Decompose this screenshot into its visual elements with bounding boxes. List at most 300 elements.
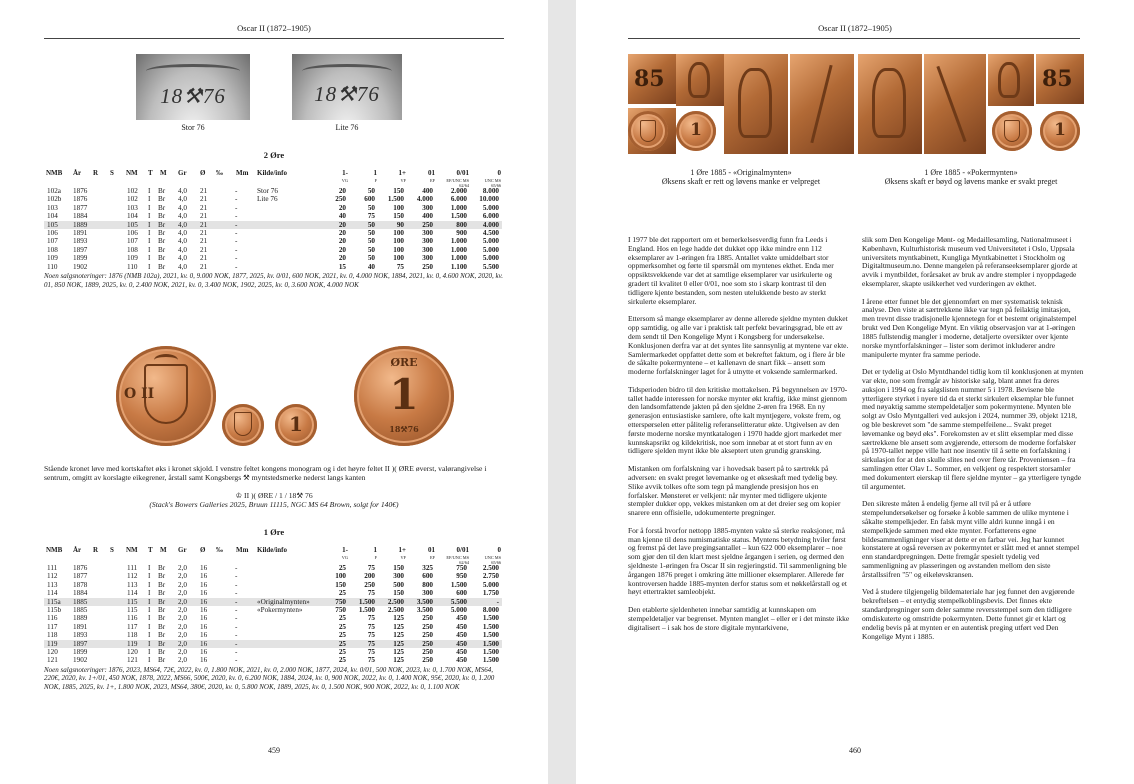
cell-value: 75 [367, 631, 375, 640]
cell-gr: 2,0 [178, 631, 187, 640]
cell-value: 1.000 [450, 237, 467, 246]
cell-mm: - [235, 589, 238, 598]
sales-notes: Noen salgsnoteringer: 1876, 2023, MS64, 72€, 2022, kv. 0, 1.800 NOK, 2021, kv. 0, 2.000 NOK, 1877, 2024, kv. 0/01, 500 NOK, 2023, kv. 0, 1.700 NOK, MS64, 220€, 2020, kv. 1+/01, 450 NOK, 1878, 2022, MS66, 500€, 2020, kv. 0, 6.200 NOK, 1884, 2024, kv. 0, 900 NOK, 2022, kv. 0, 1.400 NOK, 95€, 2020, kv. 0, 1.200 NOK, 1885, 2025, kv. 1+, 1.800 NOK, 2023, MS64, 380€, 2020, kv. 0, 5.800 NOK, 1889, 2025, kv. 0, 1.500 NOK, 900 NOK, 2022, kv. 0, 1.100 NOK [44, 665, 495, 691]
cell-gr: 2,0 [178, 572, 187, 581]
cell-gr: 4,0 [178, 220, 187, 229]
cell-value: 125 [393, 639, 404, 648]
cell-value: 75 [367, 656, 375, 665]
table-row [44, 212, 502, 220]
cell-value: 75 [367, 648, 375, 656]
photo-caption: Stor 76 [181, 123, 205, 132]
table-row [44, 581, 502, 589]
cell-nm: 114 [127, 589, 138, 598]
detail-photo-axe [790, 54, 854, 154]
cell-value: 4.000 [416, 195, 433, 204]
cell-mm: - [235, 631, 238, 640]
cell-nm: 120 [127, 648, 138, 656]
cell-year: 1876 [73, 195, 88, 204]
cell-mm: - [235, 187, 238, 195]
cell-value: 75 [396, 262, 404, 271]
cell-t: I [148, 229, 151, 237]
paragraph: Den etablerte sjeldenheten innebar samtidig at kunnskapen om stempeldetaljer var begrenset. Mynten manglet – eller er i det minste ikke digitalisert – i sak hos de store digitale myntarkivene, [628, 605, 850, 632]
cell-value: 1.000 [450, 254, 467, 263]
cell-nmb: 105 [47, 220, 58, 229]
cell-value: 6.000 [482, 212, 499, 221]
cell-nm: 108 [127, 245, 138, 254]
cell-value: 100 [393, 229, 404, 237]
cell-value: 450 [456, 656, 467, 665]
caption-detail: Øksens skaft er rett og løvens manke er velpreget [661, 177, 821, 186]
column-header: S [110, 169, 114, 177]
column-header: T [148, 169, 153, 177]
cell-diameter: 21 [200, 254, 208, 263]
table-row [44, 606, 502, 614]
cell-mm: - [235, 639, 238, 648]
paragraph: Tidsperioden bidro til den kritiske mottakelsen. På begynnelsen av 1970-tallet hadde interessen for norske mynter økt kraftig, ikke minst gjennom den landsomfattende jakten på den sjeldne 2-øren fra 1968. En ny generasjon entusiastiske samlere, ofte kalt myntjegere, vokste frem, og etterspørselen etter pålitelig referanselitteratur økte. Utgivelsen av den første moderne norske myntkatalogen i 1970 hadde gjort markedet mer kunnskapsrikt og kildekritisk, noe som innebar at et stort funn av en tidligere sjelden mynt ikke ble akseptert uten grundig gransking. [628, 384, 848, 456]
cell-value: 200 [364, 572, 375, 581]
cell-mm: - [235, 254, 238, 263]
cell-mm: - [235, 229, 238, 237]
cell-gr: 4,0 [178, 187, 187, 195]
cell-value: 5.000 [482, 580, 499, 589]
cell-diameter: 21 [200, 203, 208, 212]
table-row [44, 237, 502, 245]
detail-photo-lion-poker [858, 54, 922, 154]
cell-diameter: 16 [200, 656, 208, 665]
grade-header: 1- [342, 546, 348, 554]
cell-kilde: Lite 76 [257, 195, 278, 204]
cell-value: 450 [456, 631, 467, 640]
cell-value: 25 [338, 639, 346, 648]
cell-gr: 4,0 [178, 203, 187, 212]
cell-value: 25 [338, 564, 346, 572]
cell-value: 325 [422, 564, 433, 572]
cell-value: 125 [393, 631, 404, 640]
table-row [44, 263, 502, 271]
detail-photo-axe-poker [924, 54, 986, 154]
cell-nm: 109 [127, 254, 138, 263]
cell-t: I [148, 572, 151, 581]
cell-m: Br [158, 572, 166, 581]
grade-subheader: EF/UNC MS 62/64 [446, 178, 469, 188]
cell-value: 600 [364, 195, 375, 204]
grade-subheader: VF [400, 178, 406, 183]
cell-value: 1.500 [482, 656, 499, 665]
cell-value: 150 [393, 589, 404, 598]
cell-value: 20 [338, 229, 346, 237]
cell-year: 1889 [73, 614, 88, 623]
cell-value: 450 [456, 639, 467, 648]
cell-nmb: 111 [47, 564, 58, 572]
table-row [44, 623, 502, 631]
column-header: R [93, 546, 99, 554]
cell-nm: 119 [127, 639, 138, 648]
cell-m: Br [158, 631, 166, 640]
cell-value: 75 [367, 212, 375, 221]
cell-nm: 106 [127, 229, 138, 237]
cell-gr: 2,0 [178, 614, 187, 623]
cell-t: I [148, 589, 151, 598]
cell-nm: 104 [127, 212, 138, 221]
cell-nm: 118 [127, 631, 138, 640]
cell-value: 250 [364, 580, 375, 589]
grade-header: 0/01 [456, 169, 469, 177]
cell-m: Br [158, 212, 166, 221]
coin-reverse-small [275, 404, 317, 446]
coin-obverse-thumb [992, 111, 1032, 151]
cell-value: 125 [393, 622, 404, 631]
cell-value: 600 [422, 572, 433, 581]
grade-subheader: F [374, 178, 377, 183]
cell-value: 450 [456, 614, 467, 623]
cell-value: 5.500 [450, 597, 467, 606]
cell-value: 25 [338, 648, 346, 656]
cell-nm: 112 [127, 572, 138, 581]
page-number: 460 [849, 746, 861, 755]
cell-value: 250 [422, 639, 433, 648]
cell-year: 1902 [73, 656, 88, 665]
cell-diameter: 21 [200, 187, 208, 195]
cell-gr: 4,0 [178, 195, 187, 204]
header-rule [44, 38, 504, 39]
cell-m: Br [158, 564, 166, 572]
strip-year-text: 85 [1042, 66, 1073, 92]
grade-header: 0 [497, 546, 501, 554]
column-header: Ø [200, 546, 206, 554]
cell-t: I [148, 631, 151, 640]
grade-subheader: VF [400, 555, 406, 560]
cell-value: 2.000 [450, 187, 467, 195]
cell-t: I [148, 614, 151, 623]
cell-value: 50 [367, 229, 375, 237]
cell-mm: - [235, 262, 238, 271]
cell-nmb: 113 [47, 580, 58, 589]
cell-value: 750 [335, 606, 346, 614]
cell-value: 5.500 [482, 262, 499, 271]
cell-value: 75 [367, 589, 375, 598]
cell-value: 450 [456, 622, 467, 631]
coin-reverse-thumb [1040, 111, 1080, 151]
coin-legend: ♔ II )( ØRE / 1 / 18⚒ 76 [235, 491, 313, 500]
cell-value: 1.500 [450, 580, 467, 589]
paragraph: For å forstå hvorfor nettopp 1885-mynten vakte så sterke reaksjoner, må man kjenne til dens numismatiske status. Myntens betydning hviler først og fremst på det lave pregingsantallet – kun 622 000 eksemplarer – noe som gjør den til den klart mest sjeldne årgangen i serien, og dermed den sjeldneste 1-øringen fra Oscar II sin regjeringstid. Til sammenligning ble årgangen 1876 preget i omkring ätte millioner eksemplarer. Allerede før kontroversen hadde 1885-mynten derfor status som et nøkkelårstall og et høyt ettertraktet samleobjekt. [628, 525, 847, 597]
cell-t: I [148, 639, 151, 648]
cell-value: 50 [367, 203, 375, 212]
cell-value: 250 [422, 614, 433, 623]
cell-diameter: 21 [200, 220, 208, 229]
paragraph: Ettersom så mange eksemplarer av denne allerede sjeldne mynten dukket opp samtidig, og alle var i praktisk talt perfekt bevaringsgrad, ble ett av dem sendt til Den Kongelige Mynt i Kongsberg for undersøkelse. Konklusjonen derfra var at det syntes lite sannsynlig at myntene var ekte. Samlermarkedet oppfattet dette som et bekreftet faktum, og i flere år ble de såkalte pokermyntene – et kallenavn de snart fikk – ansett som moderne forfalskninger laget for å utnytte et voksende samlermarked. [628, 314, 849, 377]
cell-value: 75 [367, 614, 375, 623]
cell-diameter: 16 [200, 606, 208, 614]
cell-nmb: 102a [47, 187, 61, 195]
cell-mm: - [235, 195, 238, 204]
cell-year: 1897 [73, 639, 88, 648]
cell-year: 1885 [73, 597, 88, 606]
column-header: M [160, 546, 167, 554]
cell-value: 40 [367, 262, 375, 271]
running-head: Oscar II (1872–1905) [237, 23, 311, 33]
cell-nmb: 117 [47, 622, 58, 631]
cell-nmb: 109 [47, 254, 58, 263]
cell-mm: - [235, 580, 238, 589]
grade-subheader: F [374, 555, 377, 560]
cell-mm: - [235, 564, 238, 572]
cell-t: I [148, 262, 151, 271]
column-header: T [148, 546, 153, 554]
cell-gr: 4,0 [178, 229, 187, 237]
cell-value: 25 [338, 614, 346, 623]
table-row [44, 254, 502, 262]
cell-diameter: 21 [200, 212, 208, 221]
cell-value: 15 [338, 262, 346, 271]
cell-value: 20 [338, 220, 346, 229]
cell-nmb: 102b [47, 195, 62, 204]
table-row [44, 598, 502, 606]
paragraph: Mistanken om forfalskning var i hovedsak basert på to særtrekk på adversen: en svakt preget løvemanke og et økseskaft med tydelig bøy. Slike avvik tolkes ofte som tegn på manglende presisjon hos en forfalsker. Mønsteret er velkjent: når mynter med tidligere ukjente stempler dukker opp, vekkes mistanken om at det dreier seg om kopier snarere enn offisielle, udokumenterte pregninger. [628, 464, 841, 518]
caption-detail: Øksens skaft er bøyd og løvens manke er svakt preget [884, 177, 1058, 186]
cell-value: 25 [338, 656, 346, 665]
cell-gr: 2,0 [178, 622, 187, 631]
photo-caption: Lite 76 [335, 123, 359, 132]
cell-gr: 2,0 [178, 639, 187, 648]
right-page [576, 0, 1134, 784]
cell-year: 1891 [73, 622, 88, 631]
cell-value: 8.000 [482, 606, 499, 614]
cell-nmb: 106 [47, 229, 58, 237]
cell-value: 1.000 [450, 245, 467, 254]
column-header: Mm [236, 546, 249, 554]
cell-m: Br [158, 229, 166, 237]
cell-value: 4.500 [482, 229, 499, 237]
cell-value: 8.000 [482, 187, 499, 195]
cell-mm: - [235, 220, 238, 229]
cell-value: 20 [338, 245, 346, 254]
grade-header: 1- [342, 169, 348, 177]
cell-t: I [148, 622, 151, 631]
cell-value: 1.000 [450, 203, 467, 212]
detail-photo-lion-mane [676, 54, 724, 106]
cell-t: I [148, 245, 151, 254]
cell-value: 800 [422, 580, 433, 589]
cell-value: - [496, 597, 499, 606]
cell-diameter: 21 [200, 262, 208, 271]
cell-value: 25 [338, 631, 346, 640]
cell-t: I [148, 195, 151, 204]
grade-header: 01 [428, 546, 435, 554]
caption-originalmynten [628, 168, 854, 186]
column-header: Kilde/info [257, 169, 287, 177]
paragraph: Den sikreste måten å endelig fjerne all tvil på er å utføre stempelundersøkelser og forsøke å koble sammen de ulike myntene i såkalte stempelkjeder. En falsk mynt ville aldri kunne inngå i en stempelkjede sammen med ekte mynter. Forfatterens egne bildesammenligninger viser at dette er en farbar vei. Jeg har kunnet konstatere at også reversen av pokermyntet er slått med et annet stempel enn standardpregningen. Dette fremgår spesielt tydelig ved sammenligning av plasseringen og avstanden mellom den siste årstallssifren "5" og eikeløvskransen. [862, 499, 1080, 579]
column-header: NMB [46, 546, 63, 554]
cell-year: 1884 [73, 589, 88, 598]
cell-value: 250 [422, 622, 433, 631]
cell-m: Br [158, 203, 166, 212]
cell-nmb: 116 [47, 614, 58, 623]
cell-mm: - [235, 237, 238, 246]
cell-value: 25 [338, 589, 346, 598]
cell-mm: - [235, 245, 238, 254]
cell-year: 1899 [73, 648, 88, 656]
cell-nmb: 115a [47, 597, 61, 606]
cell-nmb: 121 [47, 656, 58, 665]
cell-diameter: 16 [200, 572, 208, 581]
cell-value: 450 [456, 648, 467, 656]
table-row [44, 229, 502, 237]
cell-nm: 105 [127, 220, 138, 229]
detail-year-text: 18⚒76 [314, 82, 380, 106]
cell-m: Br [158, 254, 166, 263]
cell-value: 300 [393, 572, 404, 581]
cell-value: 250 [335, 195, 346, 204]
cell-value: 40 [338, 212, 346, 221]
text-column-left [628, 236, 850, 641]
paragraph: slik som Den Kongelige Mønt- og Medaillesamling, Nationalmuseet i København, Kulturhistorisk museum ved Universitetet i Oslo, Uppsala universitets myntkabinett, Kungliga Myntkabinettet i Stockholm og Digitaltmuseum.no. Denne mangelen på referanseeksemplarer gjorde at avvik i myntbildet, forårsaket av bruk av andre stempler i nyoppdagede eksemplarer, skapte usikkerhet ved vurderingen av ekthet. [862, 235, 1078, 289]
cell-value: 1.750 [482, 589, 499, 598]
cell-value: 2.500 [387, 606, 404, 614]
cell-value: 300 [422, 589, 433, 598]
paragraph: I årene etter funnet ble det gjennomført en mer systematisk teknisk analyse. Den viste at særtrekkene ikke var tegn på feilaktig imitasjon, men trevnt disse tradisjonelle kjennetegn for et bestemt originalstempel brukt ved Den Kongelige Mynt. En viktig observasjon var at 1-øringen 1885 fullstendig mangler i moderne, detaljerte oversikter over kjente norske myntforfalskninger – lister som derimot inkluderer andre manipulerte mynter fra samme periode. [862, 296, 1077, 359]
cell-m: Br [158, 606, 166, 614]
cell-value: 100 [393, 203, 404, 212]
cell-nm: 115 [127, 606, 138, 614]
cell-gr: 4,0 [178, 237, 187, 246]
cell-value: 2.500 [387, 597, 404, 606]
detail-photo-stor-76 [136, 54, 250, 120]
column-header: ‰ [216, 169, 223, 177]
cell-value: 75 [367, 622, 375, 631]
table-row [44, 246, 502, 254]
cell-value: 400 [422, 187, 433, 195]
cell-value: 300 [422, 229, 433, 237]
cell-m: Br [158, 195, 166, 204]
cell-value: 50 [367, 187, 375, 195]
cell-diameter: 16 [200, 597, 208, 606]
cell-value: 150 [335, 580, 346, 589]
cell-nm: 110 [127, 262, 138, 271]
cell-gr: 2,0 [178, 648, 187, 656]
cell-year: 1897 [73, 245, 88, 254]
table-row [44, 572, 502, 580]
cell-value: 250 [422, 648, 433, 656]
cell-value: 20 [338, 203, 346, 212]
cell-nm: 121 [127, 656, 138, 665]
table-row [44, 640, 502, 648]
column-header: NMB [46, 169, 63, 177]
cell-value: 250 [422, 656, 433, 665]
cell-nmb: 119 [47, 639, 58, 648]
cell-gr: 2,0 [178, 564, 187, 572]
cell-value: 50 [367, 245, 375, 254]
column-header: Ø [200, 169, 206, 177]
cell-value: 250 [422, 262, 433, 271]
coin-obverse-small [222, 404, 264, 446]
cell-value: 75 [367, 639, 375, 648]
header-rule [628, 38, 1080, 39]
coin-reverse-thumb [676, 111, 716, 151]
column-header: Kilde/info [257, 546, 287, 554]
cell-value: 5.000 [482, 254, 499, 263]
reverse-ore-text: ØRE [390, 356, 418, 369]
cell-value: 2.750 [482, 572, 499, 581]
cell-value: 25 [338, 622, 346, 631]
paragraph: Ved å studere tilgjengelig bildemateriale har jeg funnet den avgjørende bekreftelsen – et entydig stempelkoblingsbevis. Det finnes ekte standardpregninger som deler samme reversstempel som den tidligere omdiskuterte og omstridte pokermynten. Dette funnet gir et klart og endelig bevis på at mynten er en autentisk preging utført ved Den Kongelige Mynt i 1885. [862, 587, 1075, 641]
cell-value: 1.500 [387, 195, 404, 204]
cell-nmb: 107 [47, 237, 58, 246]
cell-value: 6.000 [450, 195, 467, 204]
cell-m: Br [158, 262, 166, 271]
cell-value: 1.500 [482, 614, 499, 623]
cell-value: 500 [393, 580, 404, 589]
cell-value: 20 [338, 254, 346, 263]
sales-notes: Noen salgsnoteringer: 1876 (NMB 102a), 2021, kv. 0, 9.000 NOK, 1877, 2025, kv. 0/01, 600 NOK, 2021, kv. 0, 4.000 NOK, 1884, 2021, kv. 0, 4.600 NOK, 2020, kv. 01, 850 NOK, 1889, 2025, kv. 0, 2.400 NOK, 2021, kv. 0, 3.400 NOK, 1902, 2025, kv. 0, 3.600 NOK, 4.000 NOK [44, 272, 503, 289]
cell-nm: 113 [127, 580, 138, 589]
cell-nmb: 110 [47, 262, 58, 271]
cell-gr: 4,0 [178, 262, 187, 271]
table-row [44, 589, 502, 597]
reverse-value-text: 1 [389, 370, 419, 419]
table-row [44, 656, 502, 664]
column-header: År [73, 546, 82, 554]
cell-gr: 4,0 [178, 254, 187, 263]
cell-t: I [148, 212, 151, 221]
cell-gr: 2,0 [178, 656, 187, 665]
cell-value: 250 [422, 631, 433, 640]
caption-pokermynten [858, 168, 1084, 186]
cell-gr: 2,0 [178, 589, 187, 598]
cell-year: 1884 [73, 212, 88, 221]
cell-value: 75 [367, 564, 375, 572]
grade-subheader: UNC MS 65/66 [484, 555, 501, 565]
cell-t: I [148, 187, 151, 195]
cell-diameter: 16 [200, 580, 208, 589]
grade-subheader: EF [429, 555, 435, 560]
cell-mm: - [235, 648, 238, 656]
cell-nmb: 115b [47, 606, 62, 614]
cell-diameter: 21 [200, 195, 208, 204]
cell-t: I [148, 220, 151, 229]
cell-value: 250 [422, 220, 433, 229]
cell-value: 750 [335, 597, 346, 606]
cell-nmb: 103 [47, 203, 58, 212]
cell-mm: - [235, 606, 238, 614]
cell-value: 300 [422, 237, 433, 246]
grade-subheader: VG [341, 555, 348, 560]
coin-description: Stående kronet løve med kortskaftet øks i kronet skjold. I venstre feltet kongens monogram og i det høyre feltet II )( ØRE øverst, valørangivelse i sentrum, omgitt av korslagte eikegrener, årstall samt Kongsbergs ⚒ myntstedsmerke nederst langs kanten [44, 464, 487, 483]
grade-header: 1+ [398, 546, 406, 554]
cell-t: I [148, 254, 151, 263]
cell-value: 300 [422, 245, 433, 254]
table-row [44, 195, 502, 203]
cell-value: 125 [393, 656, 404, 665]
cell-value: 800 [456, 220, 467, 229]
cell-diameter: 16 [200, 639, 208, 648]
cell-m: Br [158, 622, 166, 631]
cell-diameter: 16 [200, 648, 208, 656]
cell-t: I [148, 648, 151, 656]
cell-value: 125 [393, 614, 404, 623]
reverse-year-text: 18⚒76 [389, 424, 419, 434]
cell-gr: 4,0 [178, 245, 187, 254]
cell-mm: - [235, 656, 238, 665]
cell-value: 150 [393, 212, 404, 221]
cell-year: 1891 [73, 229, 88, 237]
cell-m: Br [158, 648, 166, 656]
cell-value: 1.500 [358, 597, 375, 606]
cell-year: 1877 [73, 572, 88, 581]
detail-photo-year-poker [1036, 54, 1084, 104]
cell-value: 600 [456, 589, 467, 598]
cell-mm: - [235, 212, 238, 221]
